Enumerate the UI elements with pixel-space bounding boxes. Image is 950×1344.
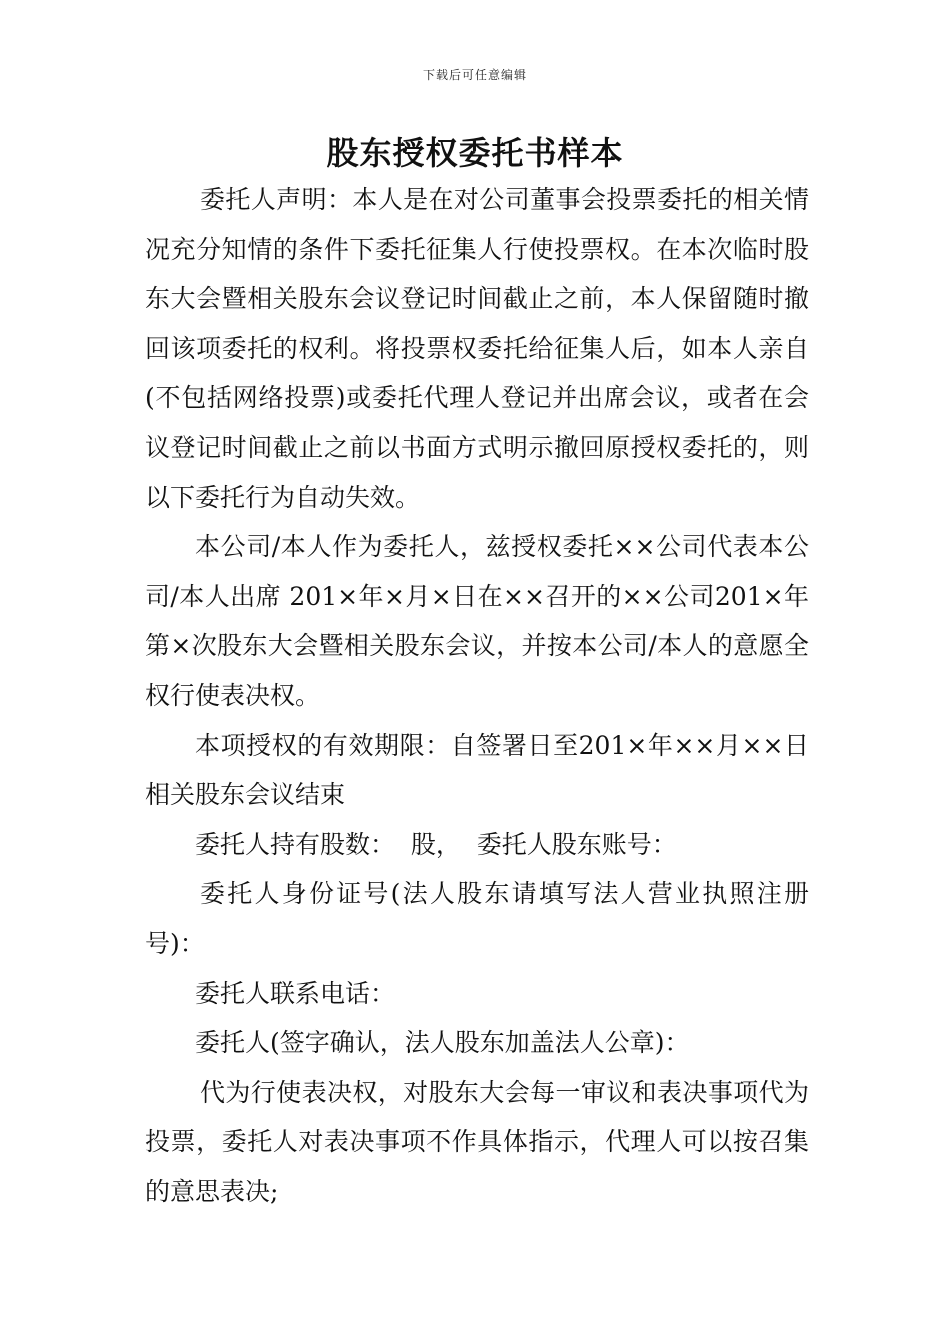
document-body (145, 175, 809, 1216)
paragraph-voting-instruction: 代为行使表决权，对股东大会每一审议和表决事项代为投票，委托人对表决事项不作具体指示，代理人可以按召集的意思表决; (145, 1077, 809, 1206)
paragraph-authorization: 本公司/本人作为委托人，兹授权委托××公司代表本公司/本人出席 201×年×月×日在××召开的××公司201×年第×次股东大会暨相关股东会议，并按本公司/本人的意愿全权行使表决权。 (145, 532, 809, 710)
paragraph-signature: 委托人(签字确认，法人股东加盖法人公章)： (195, 1028, 690, 1058)
paragraph-validity-period: 本项授权的有效期限：自签署日至201×年××月××日相关股东会议结束 (145, 730, 809, 810)
paragraph-contact-phone: 委托人联系电话： (195, 978, 396, 1008)
document-title: 股东授权委托书样本 (326, 134, 624, 172)
header-note: 下载后可任意编辑 (422, 68, 527, 82)
paragraph-shares-held: 委托人持有股数： 股， 委托人股东账号： (195, 829, 677, 859)
paragraph-declaration: 委托人声明：本人是在对公司董事会投票委托的相关情况充分知情的条件下委托征集人行使投票权。在本次临时股东大会暨相关股东会议登记时间截止之前，本人保留随时撤回该项委托的权利。将投票权委托给征集人后，如本人亲自(不包括网络投票)或委托代理人登记并出席会议，或者在会议登记时间截止之前以书面方式明示撤回原授权委托的，则以下委托行为自动失效。 (145, 185, 809, 512)
paragraph-id-number: 委托人身份证号(法人股东请填写法人营业执照注册号)： (145, 879, 809, 958)
